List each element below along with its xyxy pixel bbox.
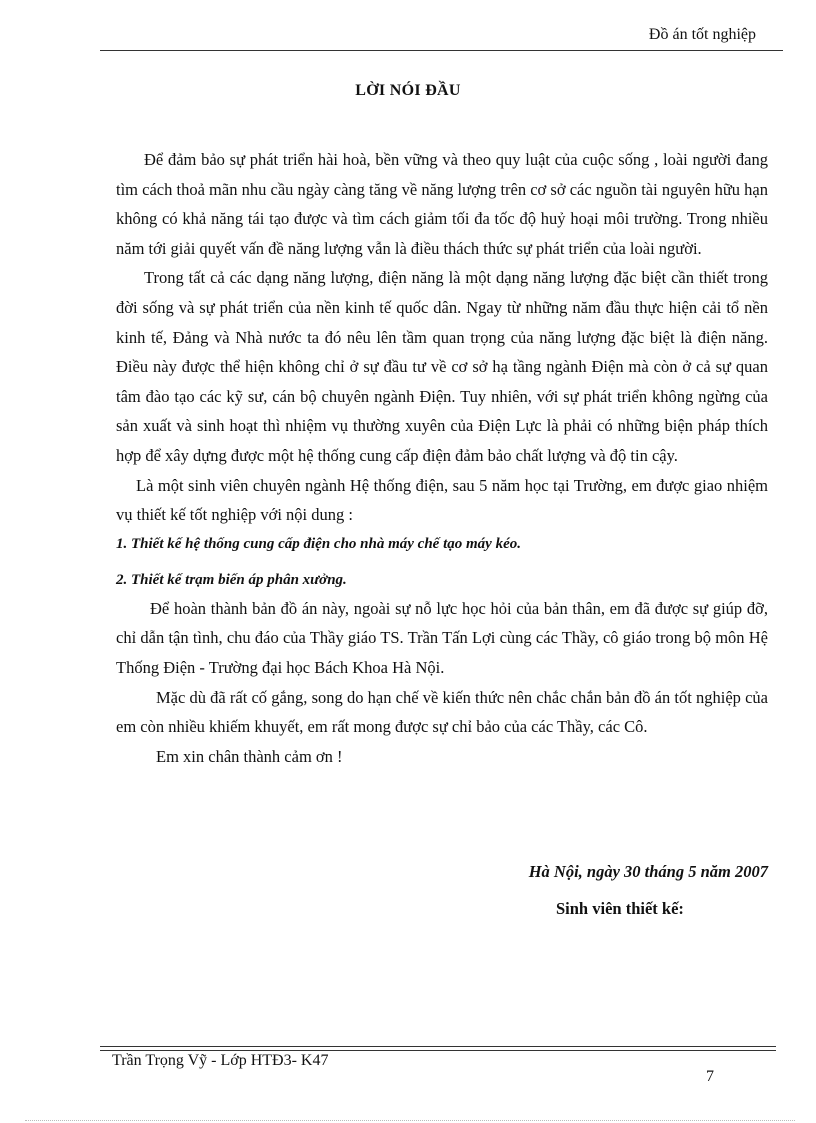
paragraph-apology: Mặc dù đã rất cố gắng, song do hạn chế về kiến thức nên chắc chắn bản đồ án tốt nghiệp của em còn nhiều khiếm khuyết, em rất mong được sự chỉ bảo của các Thầy, các Cô.	[116, 687, 768, 737]
signature-role: Sinh viên thiết kế:	[556, 899, 684, 918]
paragraph-intro: Để đảm bảo sự phát triển hài hoà, bền vững và theo quy luật của cuộc sống , loài người đang tìm cách thoả mãn nhu cầu ngày càng tăng về năng lượng trên cơ sở các nguồn tài nguyên hữu hạn không có khả năng tái tạo được và tìm cách giảm tối đa tốc độ huỷ hoại môi trường. Trong nhiều năm tới giải quyết vấn đề năng lượng vẫn là điều thách thức sự phát triển của loài người.	[116, 150, 768, 258]
paragraph-gratitude: Em xin chân thành cảm ơn !	[156, 746, 343, 766]
footer-rule-top	[100, 1046, 776, 1047]
paragraph-thanks: Để hoàn thành bản đồ án này, ngoài sự nỗ lực học hỏi của bản thân, em đã được sự giúp đỡ, chỉ dẫn tận tình, chu đáo của Thầy giáo TS. Trần Tấn Lợi cùng các Thầy, cô giáo trong bộ môn Hệ Thống Điện - Trường đại học Bách Khoa Hà Nội.	[116, 598, 768, 677]
footer-rule-bottom	[100, 1050, 776, 1051]
document-title: LỜI NÓI ĐẦU	[355, 82, 461, 99]
paragraph-energy: Trong tất cả các dạng năng lượng, điện năng là một dạng năng lượng đặc biệt cần thiết trong đời sống và sự phát triển của nền kinh tế quốc dân. Ngay từ những năm đầu thực hiện cải tổ nền kinh tế, Đảng và Nhà nước ta đó nêu lên tầm quan trọng của năng lượng đặc biệt là điện năng. Điều này được thể hiện không chỉ ở sự đầu tư về cơ sở hạ tầng ngành Điện mà còn ở cả sự quan tâm đào tạo các kỹ sư, cán bộ chuyên ngành Điện. Tuy nhiên, với sự phát triển không ngừng của sản xuất và sinh hoạt thì nhiệm vụ thường xuyên của Điện Lực là phải có những biện pháp thích hợp để xây dựng được một hệ thống cung cấp điện đảm bảo chất lượng và độ tin cậy.	[116, 268, 768, 465]
page-number: 7	[706, 1068, 714, 1085]
page-header-title: Đồ án tốt nghiệp	[648, 26, 756, 43]
page-edge	[25, 1120, 795, 1121]
task-item-1: 1. Thiết kế hệ thống cung cấp điện cho nhà máy chế tạo máy kéo.	[116, 535, 521, 552]
document-body	[116, 145, 768, 771]
header-rule	[100, 50, 783, 51]
signature-date: Hà Nội, ngày 30 tháng 5 năm 2007	[528, 862, 768, 881]
footer-author: Trần Trọng Vỹ - Lớp HTĐ3- K47	[112, 1052, 329, 1069]
task-item-2: 2. Thiết kế trạm biến áp phân xưởng.	[116, 571, 347, 588]
paragraph-assignment: Là một sinh viên chuyên ngành Hệ thống điện, sau 5 năm học tại Trường, em được giao nhiệm vụ thiết kế tốt nghiệp với nội dung :	[116, 475, 768, 525]
